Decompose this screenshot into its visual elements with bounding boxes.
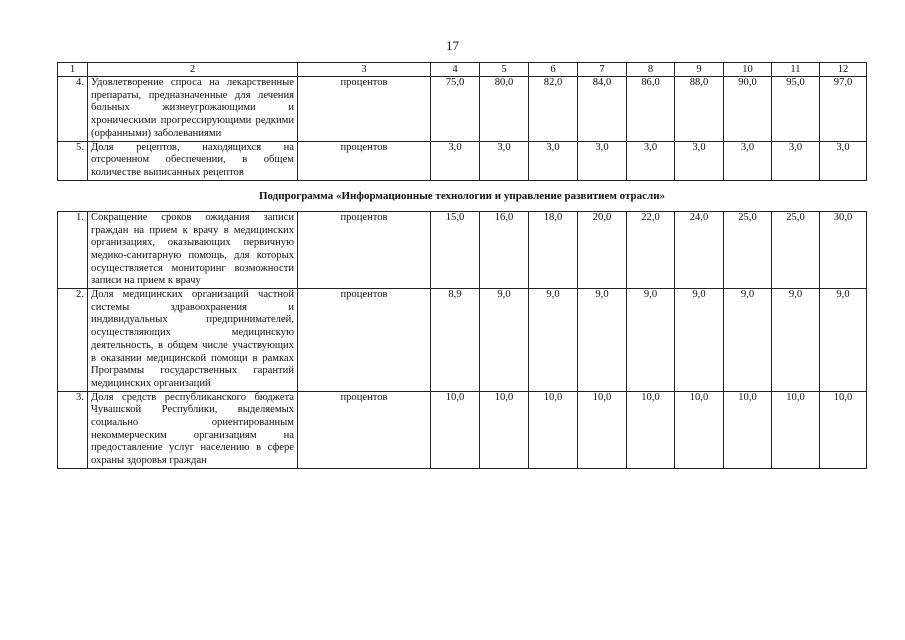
value-cell: 88,0	[675, 77, 724, 142]
value-cell: 9,0	[627, 289, 675, 392]
table-row	[58, 141, 867, 180]
row-number: 5.	[58, 141, 88, 180]
indicator-name: Удовлетворение спроса на лекарственные препараты, предназначенные для лечения больных жизнеугрожающими и хроническими прогрессирующими редкими (орфанными) заболеваниями	[88, 77, 298, 142]
value-cell: 9,0	[772, 289, 820, 392]
value-cell: 22,0	[627, 211, 675, 288]
unit-cell: процентов	[298, 289, 431, 392]
value-cell: 3,0	[529, 141, 578, 180]
row-number: 3.	[58, 391, 88, 468]
value-cell: 9,0	[529, 289, 578, 392]
column-header: 6	[529, 63, 578, 77]
value-cell: 16,0	[480, 211, 529, 288]
value-cell: 10,0	[431, 391, 480, 468]
value-cell: 75,0	[431, 77, 480, 142]
unit-cell: процентов	[298, 391, 431, 468]
value-cell: 9,0	[820, 289, 867, 392]
value-cell: 25,0	[724, 211, 772, 288]
value-cell: 20,0	[578, 211, 627, 288]
indicators-table	[57, 62, 867, 469]
row-number: 2.	[58, 289, 88, 392]
page-number: 17	[446, 38, 459, 53]
unit-cell: процентов	[298, 141, 431, 180]
value-cell: 95,0	[772, 77, 820, 142]
row-number: 4.	[58, 77, 88, 142]
unit-cell: процентов	[298, 211, 431, 288]
value-cell: 86,0	[627, 77, 675, 142]
section-title	[58, 180, 867, 211]
column-header: 7	[578, 63, 627, 77]
row-number: 1.	[58, 211, 88, 288]
value-cell: 30,0	[820, 211, 867, 288]
value-cell: 10,0	[772, 391, 820, 468]
column-header: 11	[772, 63, 820, 77]
table-row	[58, 211, 867, 288]
value-cell: 3,0	[578, 141, 627, 180]
value-cell: 10,0	[480, 391, 529, 468]
table-row	[58, 77, 867, 142]
value-cell: 82,0	[529, 77, 578, 142]
column-header: 1	[58, 63, 88, 77]
value-cell: 3,0	[772, 141, 820, 180]
value-cell: 97,0	[820, 77, 867, 142]
header-row	[58, 63, 867, 77]
value-cell: 3,0	[820, 141, 867, 180]
table-row	[58, 289, 867, 392]
value-cell: 3,0	[431, 141, 480, 180]
column-header: 5	[480, 63, 529, 77]
value-cell: 9,0	[578, 289, 627, 392]
indicator-name: Доля медицинских организаций частной системы здравоохранения и индивидуальных предпринимателей, осуществляющих медицинскую деятельность, в общем числе участвующих в оказании медицинской помощи в рамках Программы государственных гарантий медицинских организаций	[88, 289, 298, 392]
column-header: 3	[298, 63, 431, 77]
value-cell: 3,0	[724, 141, 772, 180]
column-header: 8	[627, 63, 675, 77]
table-row	[58, 391, 867, 468]
value-cell: 8,9	[431, 289, 480, 392]
value-cell: 10,0	[627, 391, 675, 468]
value-cell: 9,0	[480, 289, 529, 392]
value-cell: 3,0	[627, 141, 675, 180]
indicator-name: Доля рецептов, находящихся на отсроченном обеспечении, в общем количестве выписанных рецептов	[88, 141, 298, 180]
column-header: 4	[431, 63, 480, 77]
value-cell: 3,0	[675, 141, 724, 180]
value-cell: 3,0	[480, 141, 529, 180]
section-row	[58, 180, 867, 211]
section-title-text: Подпрограмма «Информационные технологии и управление развитием отрасли»	[258, 189, 666, 202]
value-cell: 10,0	[724, 391, 772, 468]
value-cell: 10,0	[675, 391, 724, 468]
column-header: 9	[675, 63, 724, 77]
indicator-name: Сокращение сроков ожидания записи граждан на прием к врачу в медицинских организациях, оказывающих первичную медико-санитарную помощь, для которых осуществляется мониторинг возможности записи на прием к врачу	[88, 211, 298, 288]
value-cell: 24,0	[675, 211, 724, 288]
value-cell: 18,0	[529, 211, 578, 288]
value-cell: 10,0	[529, 391, 578, 468]
value-cell: 84,0	[578, 77, 627, 142]
value-cell: 80,0	[480, 77, 529, 142]
indicator-name: Доля средств республиканского бюджета Чувашской Республики, выделяемых социально ориентированным некоммерческим организациям на предоставление услуг населению в сфере охраны здоровья граждан	[88, 391, 298, 468]
value-cell: 9,0	[675, 289, 724, 392]
column-header: 12	[820, 63, 867, 77]
value-cell: 10,0	[578, 391, 627, 468]
column-header: 2	[88, 63, 298, 77]
value-cell: 90,0	[724, 77, 772, 142]
value-cell: 15,0	[431, 211, 480, 288]
value-cell: 10,0	[820, 391, 867, 468]
value-cell: 9,0	[724, 289, 772, 392]
unit-cell: процентов	[298, 77, 431, 142]
value-cell: 25,0	[772, 211, 820, 288]
column-header: 10	[724, 63, 772, 77]
